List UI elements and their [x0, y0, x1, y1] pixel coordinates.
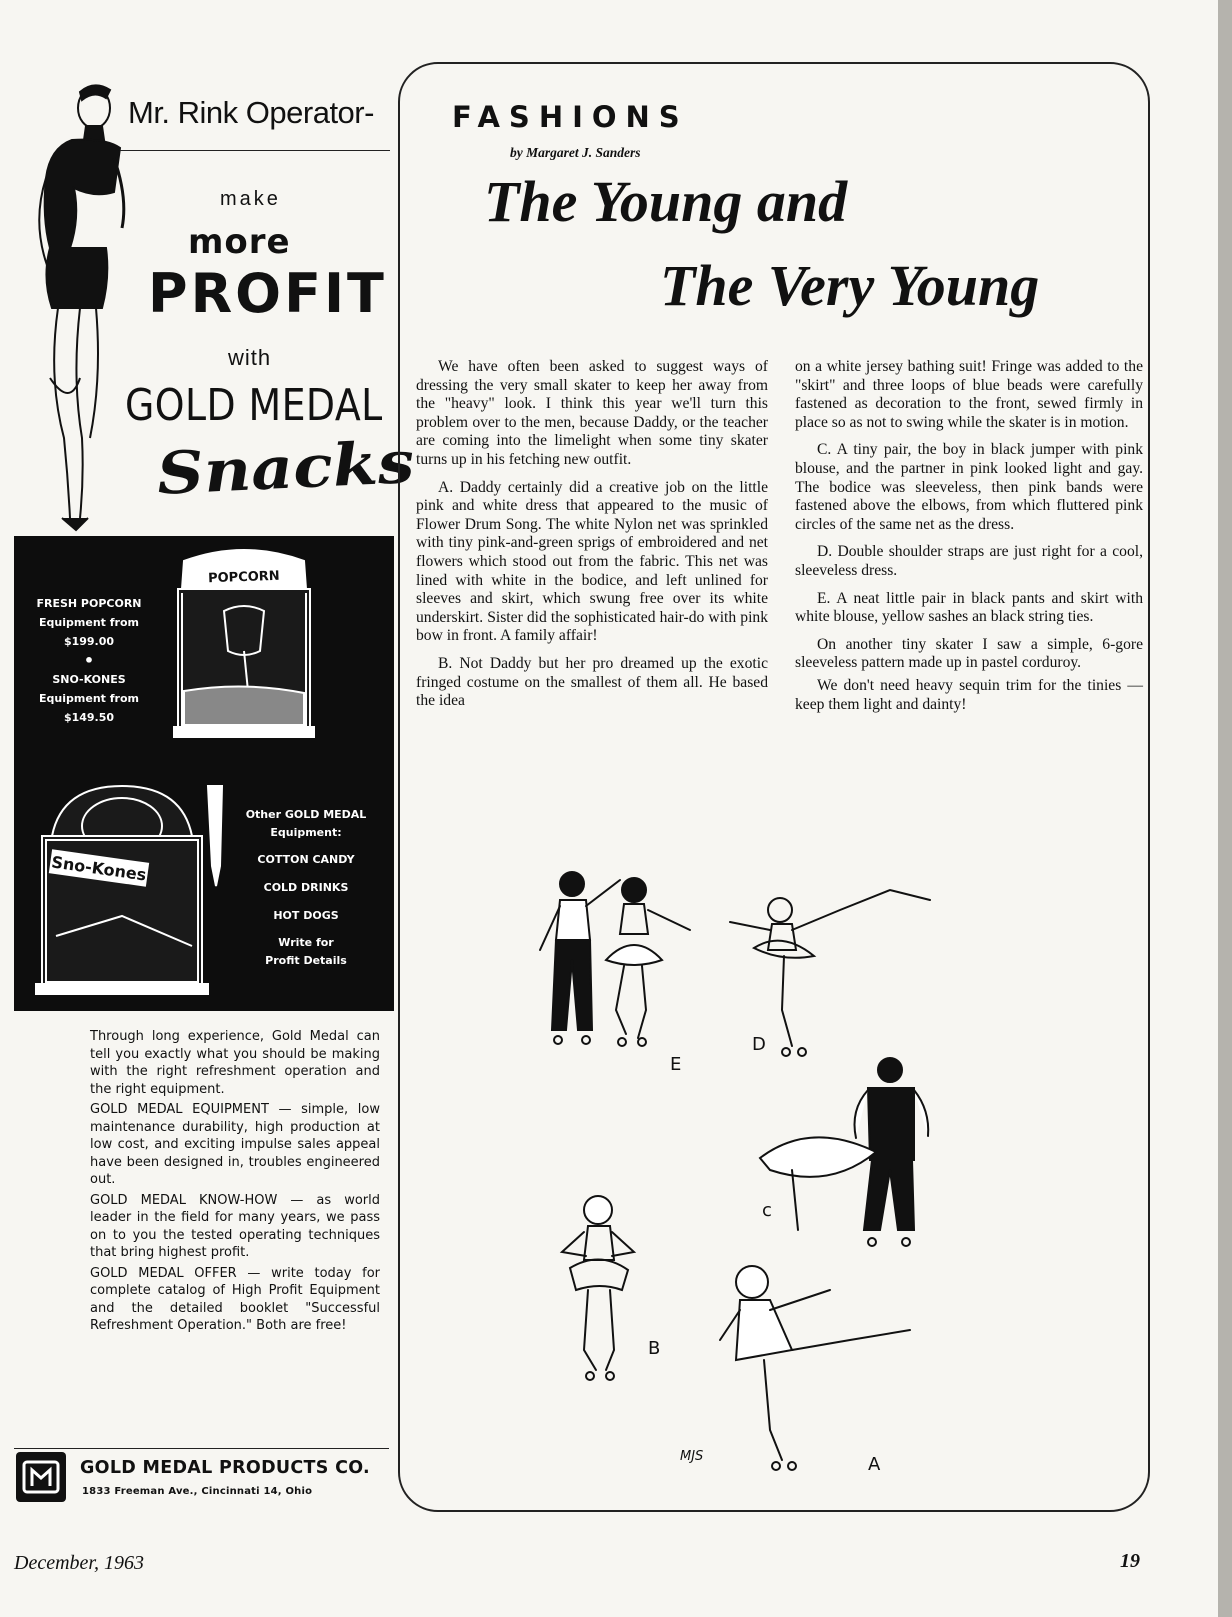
ad-body-copy [90, 1028, 380, 1338]
pinup-woman-illustration [10, 78, 140, 548]
article-paragraph: We don't need heavy sequin trim for the tinies — keep them light and dainty! [795, 676, 1143, 713]
equipment-panel [14, 536, 394, 1011]
skater-d-drawing [730, 890, 930, 1056]
article-paragraph: B. Not Daddy but her pro dreamed up the exotic fringed costume on the smallest of them all. He based the idea [416, 654, 768, 710]
figure-label-b: B [648, 1338, 661, 1359]
article-column-2 [795, 358, 1143, 714]
other-equipment-block [226, 806, 386, 970]
profit-details-line: Profit Details [265, 954, 347, 967]
ad-with-text: with [228, 345, 272, 370]
article-paragraph: C. A tiny pair, the boy in black jumper with pink blouse, and the partner in pink looked light and gay. The bodice was sleeveless, then pink bands were fastened above the elbows, from which fluttered pink circles of the same net as the dress. [795, 441, 1143, 533]
ad-profit-text: PROFIT [148, 262, 387, 325]
article-byline: by Margaret J. Sanders [510, 145, 641, 160]
artist-signature: MJS [680, 1449, 704, 1464]
snokones-machine-image [32, 776, 232, 1006]
page-edge-shadow [1218, 0, 1232, 1617]
fresh-popcorn-label: FRESH POPCORN [36, 597, 142, 610]
article-paragraph: E. A neat little pair in black pants and skirt with white blouse, yellow sashes an black string ties. [795, 589, 1143, 626]
company-name: GOLD MEDAL PRODUCTS CO. [80, 1458, 370, 1478]
article-paragraph-continuation: on a white jersey bathing suit! Fringe was added to the "skirt" and three loops of blue beads were carefully fastened as decoration to the front, sewed firmly in place so as not to swing while the skater is in motion. [795, 358, 1143, 431]
article-paragraph: On another tiny skater I saw a simple, 6-gore sleeveless pattern made up in pastel corduroy. [795, 635, 1143, 672]
figure-label-d: D [752, 1034, 766, 1055]
issue-date: December, 1963 [14, 1552, 144, 1574]
skater-pair-c-drawing [760, 1058, 928, 1246]
figure-label-a: A [868, 1454, 881, 1475]
snokones-machine-label: Sno-Kones [50, 852, 148, 885]
popcorn-machine-image [164, 541, 324, 751]
page-number: 19 [1120, 1550, 1140, 1572]
fresh-popcorn-block [24, 594, 154, 727]
ad-make-text: make [220, 188, 281, 210]
ad-snacks-script: Snacks [155, 427, 417, 508]
gold-medal-logo [16, 1452, 66, 1502]
ad-headline: Mr. Rink Operator- [128, 95, 374, 130]
ad-paragraph: GOLD MEDAL KNOW-HOW — as world leader in the field for many years, we pass on to you the tested operating techniques that bring highest profit. [90, 1192, 380, 1260]
skater-a-drawing [720, 1266, 910, 1470]
ad-bottom-divider [14, 1448, 389, 1449]
snokones-price: $149.50 [63, 711, 115, 724]
other-equipment-heading-1: Other GOLD MEDAL [245, 808, 367, 821]
equipment-item-cotton-candy: COTTON CANDY [257, 853, 355, 866]
company-address: 1833 Freeman Ave., Cincinnati 14, Ohio [82, 1486, 313, 1497]
ad-more-text: more [188, 222, 291, 262]
popcorn-price-line1: Equipment from [39, 616, 139, 629]
section-kicker: FASHIONS [452, 100, 689, 134]
article-paragraph: We have often been asked to suggest ways of dressing the very small skater to keep her away from the "heavy" look. I think this year we'll turn this problem over to the men, because Daddy, or the teacher are coming into the limelight when some tiny skater turns up in his fetching new outfit. [416, 358, 768, 468]
gold-medal-advertisement [0, 0, 417, 1540]
figure-label-e: E [670, 1054, 682, 1075]
figure-label-c: c [762, 1200, 772, 1221]
ad-paragraph: GOLD MEDAL OFFER — write today for complete catalog of High Profit Equipment and the detailed booklet "Successful Refreshment Operation." Both are free! [90, 1265, 380, 1333]
article-title-line1: The Young and [484, 169, 848, 234]
snokones-label: SNO-KONES [52, 673, 126, 686]
article-title-line2: The Very Young [660, 253, 1040, 318]
skater-b-drawing [562, 1196, 634, 1380]
article-paragraph: A. Daddy certainly did a creative job on the little pink and white dress that appeared to the music of Flower Drum Song. The white Nylon net was sprinkled with tiny pink-and-green sprigs of embroidered and net flowers which stood out from the fabric. This net was lined with white in the bodice, and left unlined for sleeves and skirt, which swung free over its white underskirt. Sister did the sophisticated hair-do with pink bow in front. A family affair! [416, 478, 768, 645]
article-column-1 [416, 358, 768, 711]
article-paragraph: D. Double shoulder straps are just right for a cool, sleeveless dress. [795, 543, 1143, 579]
other-equipment-heading-2: Equipment: [270, 826, 342, 839]
snokones-price-line1: Equipment from [39, 692, 139, 705]
ad-paragraph: GOLD MEDAL EQUIPMENT — simple, low maintenance durability, high production at low cost, and exciting impulse sales appeal have been designed in, troubles engineered out. [90, 1102, 380, 1187]
skater-pair-e-drawing [540, 872, 690, 1046]
write-for-line: Write for [278, 936, 334, 949]
bullet-dot: • [83, 651, 95, 670]
ad-brand-text: GOLD MEDAL [125, 380, 383, 431]
skater-illustrations [530, 870, 1010, 1520]
equipment-item-cold-drinks: COLD DRINKS [263, 881, 349, 894]
ad-divider [120, 150, 390, 151]
ad-paragraph: Through long experience, Gold Medal can tell you exactly what you should be making with the right refreshment operation and the right equipment. [90, 1029, 380, 1097]
popcorn-machine-label: POPCORN [207, 568, 280, 587]
popcorn-price: $199.00 [63, 635, 115, 648]
equipment-item-hot-dogs: HOT DOGS [273, 909, 339, 922]
